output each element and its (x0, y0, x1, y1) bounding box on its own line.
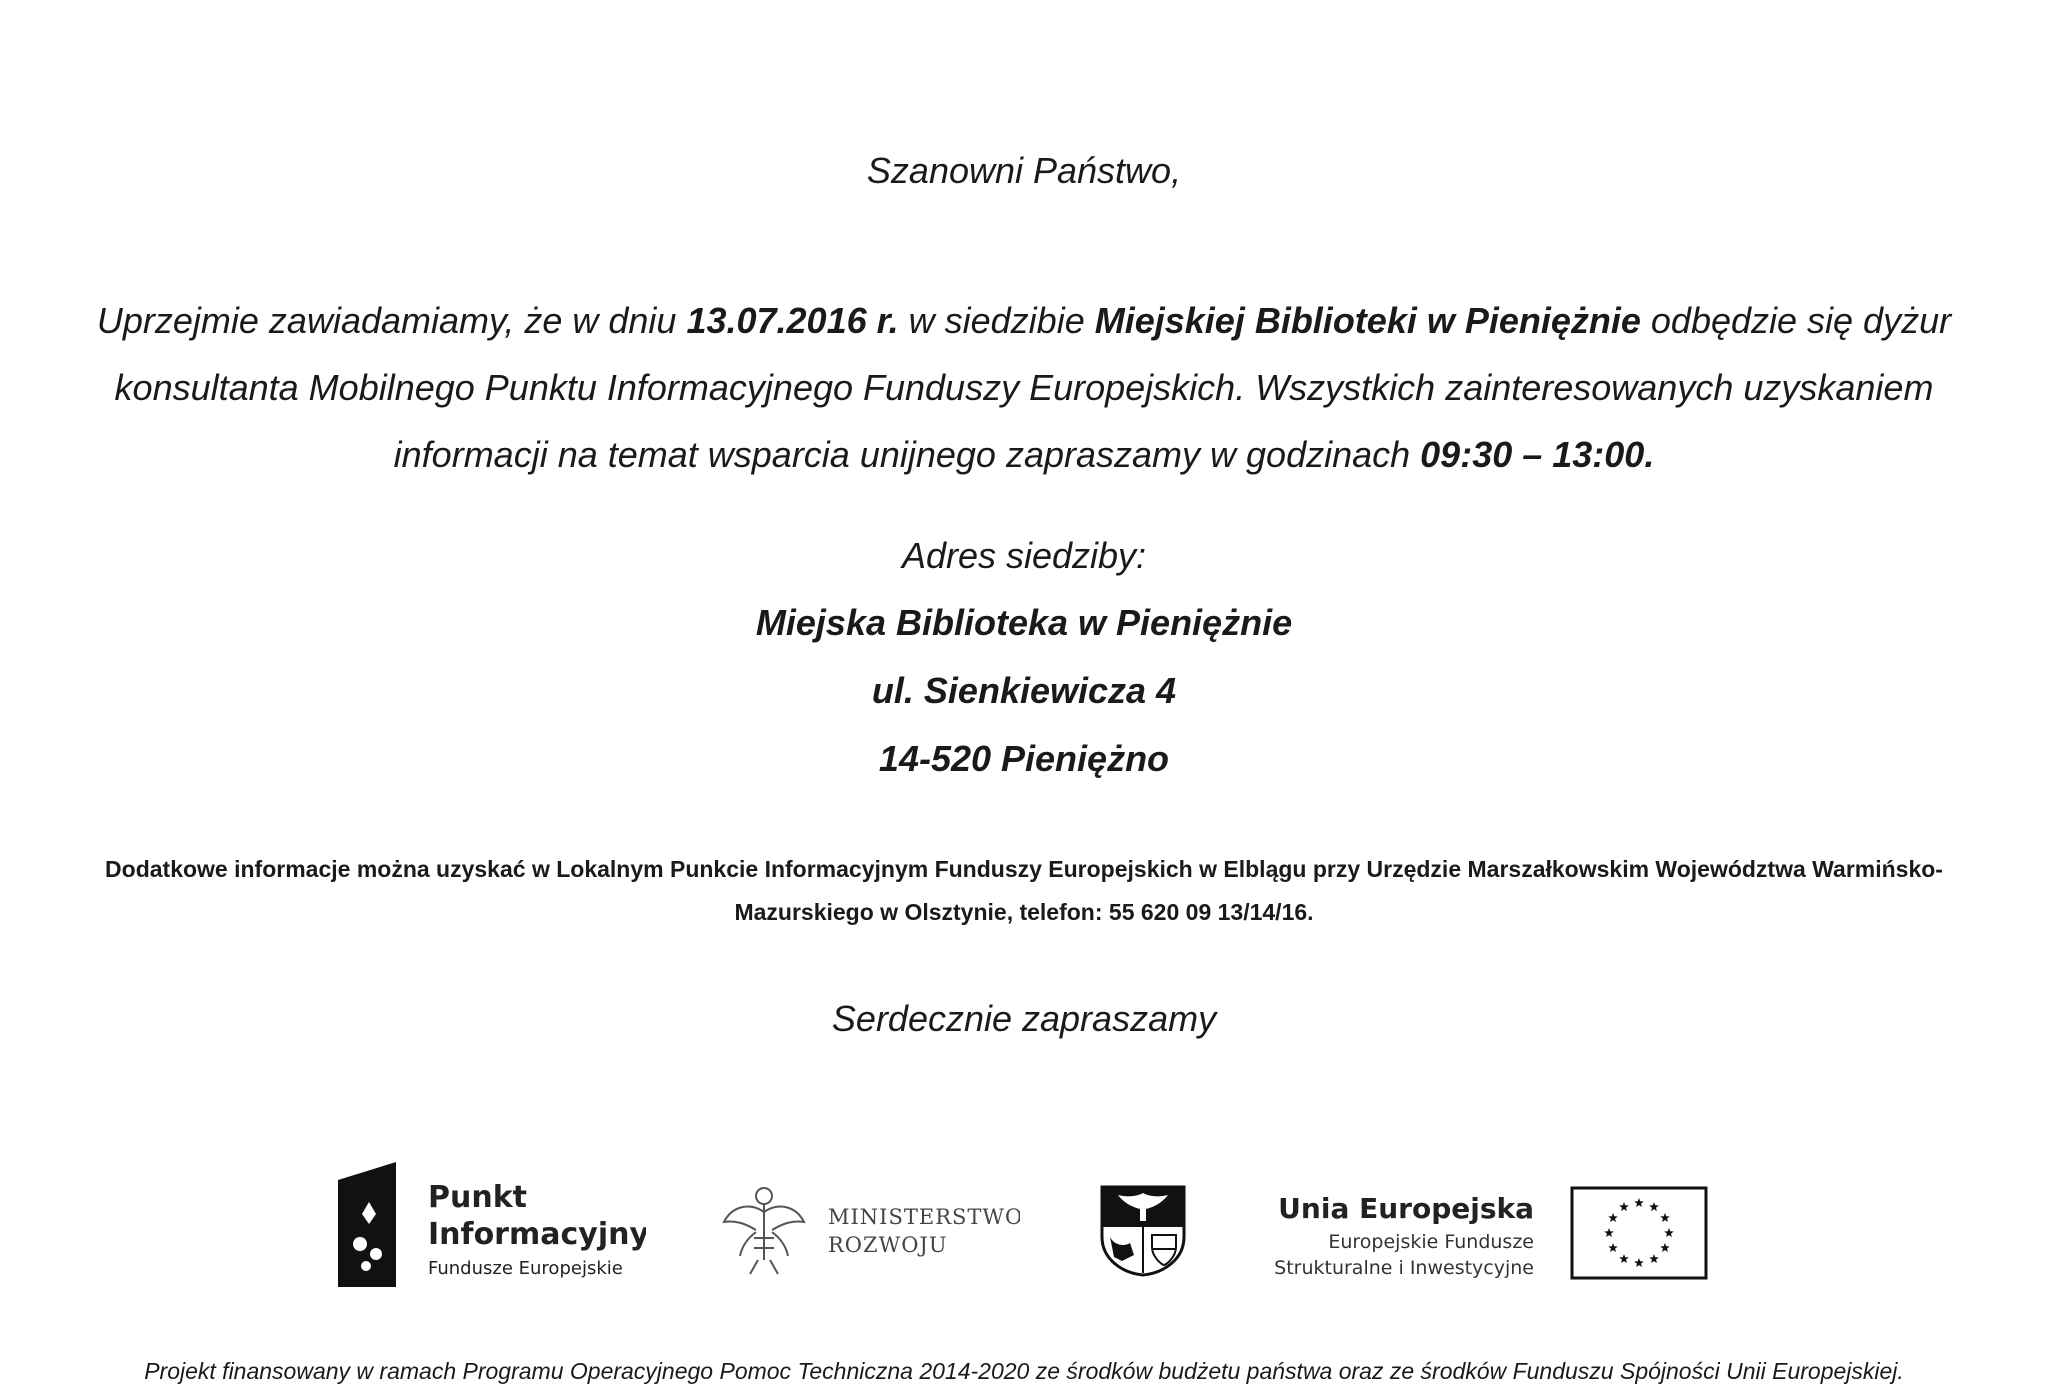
notice-text-1: Uprzejmie zawiadamiamy, że w dniu (96, 300, 687, 341)
additional-info: Dodatkowe informacje można uzyskać w Lokalnym Punkcie Informacyjnym Funduszy Europejskich w Elblągu przy Urzędzie Marszałkowskim Województwa Warmińsko-Mazurskiego w Olsztynie, telefon: 55 620 09 13/14/16. (105, 856, 1943, 925)
footer-note: Projekt finansowany w ramach Programu Operacyjnego Pomoc Techniczna 2014-2020 ze środków budżetu państwa oraz ze środków Funduszu Spójności Unii Europejskiej. (144, 1358, 1904, 1384)
eu-line-1: Unia Europejska (1278, 1192, 1534, 1225)
punkt-line-2: Informacyjny (428, 1217, 646, 1252)
notice-text-2: w siedzibie (898, 300, 1095, 341)
eu-line-2: Europejskie Fundusze (1328, 1231, 1534, 1253)
punkt-informacyjny-logo (336, 1162, 646, 1287)
coat-of-arms-icon (1100, 1185, 1186, 1277)
punkt-line-1: Punkt (428, 1180, 527, 1215)
eagle-emblem-icon (720, 1182, 1020, 1278)
eu-funds-logo (1270, 1182, 1710, 1282)
notice-hours: 09:30 – 13:00. (1420, 434, 1655, 475)
punkt-line-3: Fundusze Europejskie (428, 1258, 623, 1279)
eu-line-3: Strukturalne i Inwestycyjne (1274, 1257, 1534, 1279)
notice-text-3: odbędzie się dyżur konsultanta Mobilnego Punktu Informacyjnego Funduszy Europejskich. Wszystkich zainteresowanych uzyskaniem informacji na temat wsparcia unijnego zapraszamy w godzinach (114, 300, 1952, 475)
address-label: Adres siedziby: (901, 535, 1147, 576)
punkt-informacyjny-icon (336, 1162, 646, 1287)
closing: Serdecznie zapraszamy (831, 998, 1217, 1039)
eu-flag-icon (1270, 1182, 1710, 1282)
notice-date: 13.07.2016 r. (686, 300, 899, 341)
address-line-1: Miejska Biblioteka w Pieniężnie (755, 602, 1293, 643)
ministry-logo (720, 1182, 1020, 1278)
notice-venue: Miejskiej Biblioteki w Pieniężnie (1094, 300, 1641, 341)
ministry-line-1: MINISTERSTWO (828, 1205, 1020, 1229)
greeting: Szanowni Państwo, (866, 150, 1182, 191)
address-line-2: ul. Sienkiewicza 4 (871, 670, 1177, 711)
voivodeship-coat-of-arms (1100, 1185, 1186, 1277)
address-line-3: 14-520 Pieniężno (878, 738, 1170, 779)
ministry-line-2: ROZWOJU (828, 1233, 948, 1257)
notice-paragraph (50, 287, 1998, 488)
